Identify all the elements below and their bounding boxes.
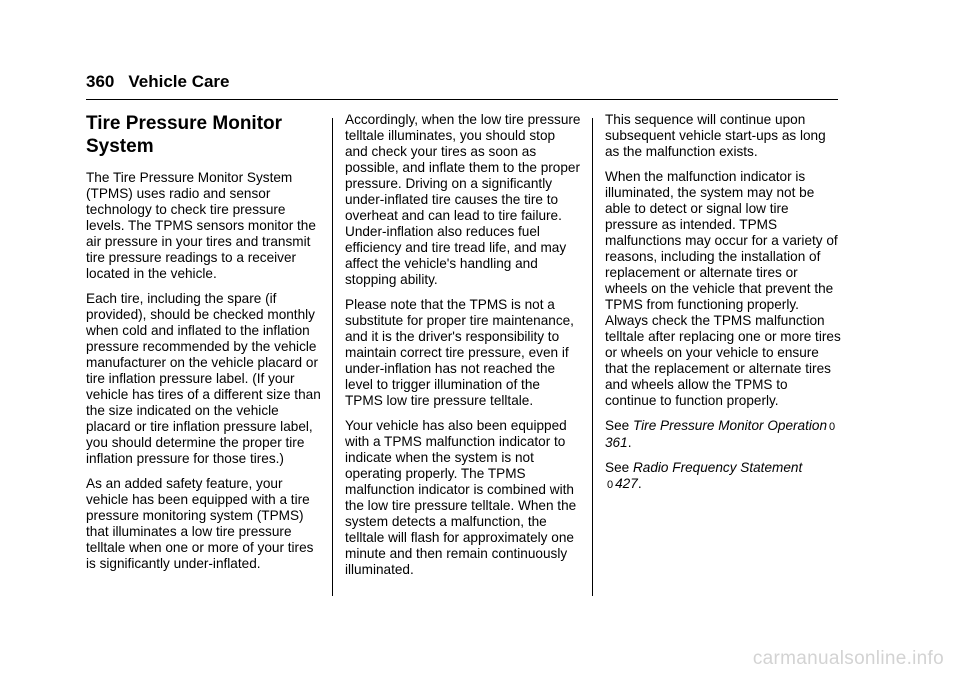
cross-reference-radio-frequency[interactable] (605, 460, 841, 493)
reference-suffix: . (627, 435, 632, 450)
page-number: 360 (86, 72, 115, 91)
column-2 (345, 112, 581, 587)
column-1 (86, 112, 322, 581)
paragraph: When the malfunction indicator is illuminated, the system may not be able to detect or signal low tire pressure as intended. TPMS malfunctions may occur for a variety of reasons, including the installation of replacement or alternate tires or wheels on the vehicle that prevent the TPMS from functioning properly. Always check the TPMS malfunction telltale after replacing one or more tires or wheels on your vehicle to ensure that the replacement or alternate tires and wheels allow the TPMS to continue to function properly. (605, 169, 841, 408)
paragraph: Each tire, including the spare (if provided), should be checked monthly when cold and inflated to the inflation pressure recommended by the vehicle manufacturer on the vehicle placard or tire inflation pressure label. (If your vehicle has tires of a different size than the size indicated on the vehicle placard or tire inflation pressure label, you should determine the proper tire inflation pressure for those tires.) (86, 291, 321, 466)
reference-link[interactable]: Tire Pressure Monitor Operation (632, 418, 828, 433)
page-header (86, 72, 230, 92)
reference-suffix: . (637, 476, 642, 491)
reference-page[interactable]: 427 (615, 476, 638, 491)
reference-page[interactable]: 361 (605, 435, 628, 450)
article-title: Tire Pressure Monitor System (86, 113, 283, 157)
section-title: Vehicle Care (128, 72, 230, 91)
reference-prefix: See (605, 460, 630, 475)
page-ref-arrow-icon: 0 (829, 421, 836, 433)
paragraph: As an added safety feature, your vehicle has been equipped with a tire pressure monitoring system (TPMS) that illuminates a low tire pressure telltale when one or more of your tires is significantly under-inflated. (86, 476, 314, 571)
paragraph: Please note that the TPMS is not a substitute for proper tire maintenance, and it is the driver's responsibility to maintain correct tire pressure, even if under-inflation has not reached the level to trigger illumination of the TPMS low tire pressure telltale. (345, 297, 574, 408)
cross-reference-tpms-operation[interactable] (605, 418, 841, 451)
paragraph: Accordingly, when the low tire pressure telltale illuminates, you should stop and check your tires as soon as possible, and inflate them to the proper pressure. Driving on a significantly under-inflated tire causes the tire to overheat and can lead to tire failure. Under-inflation also reduces fuel efficiency and tire tread life, and may affect the vehicle's handling and stopping ability. (345, 112, 581, 287)
column-divider (592, 118, 593, 596)
header-rule (86, 99, 838, 100)
reference-prefix: See (605, 418, 630, 433)
watermark: carmanualsonline.info (752, 648, 944, 669)
reference-link[interactable]: Radio Frequency Statement (632, 460, 803, 475)
column-3 (605, 112, 841, 502)
paragraph: The Tire Pressure Monitor System (TPMS) uses radio and sensor technology to check tire pressure levels. The TPMS sensors monitor the air pressure in your tires and transmit tire pressure readings to a receiver located in the vehicle. (86, 170, 316, 281)
page-ref-arrow-icon: 0 (607, 479, 614, 491)
column-divider (332, 118, 333, 596)
paragraph: This sequence will continue upon subsequent vehicle start-ups as long as the malfunction exists. (605, 112, 826, 159)
paragraph: Your vehicle has also been equipped with a TPMS malfunction indicator to indicate when the system is not operating properly. The TPMS malfunction indicator is combined with the low tire pressure telltale. When the system detects a malfunction, the telltale will flash for approximately one minute and then remain continuously illuminated. (345, 418, 577, 577)
